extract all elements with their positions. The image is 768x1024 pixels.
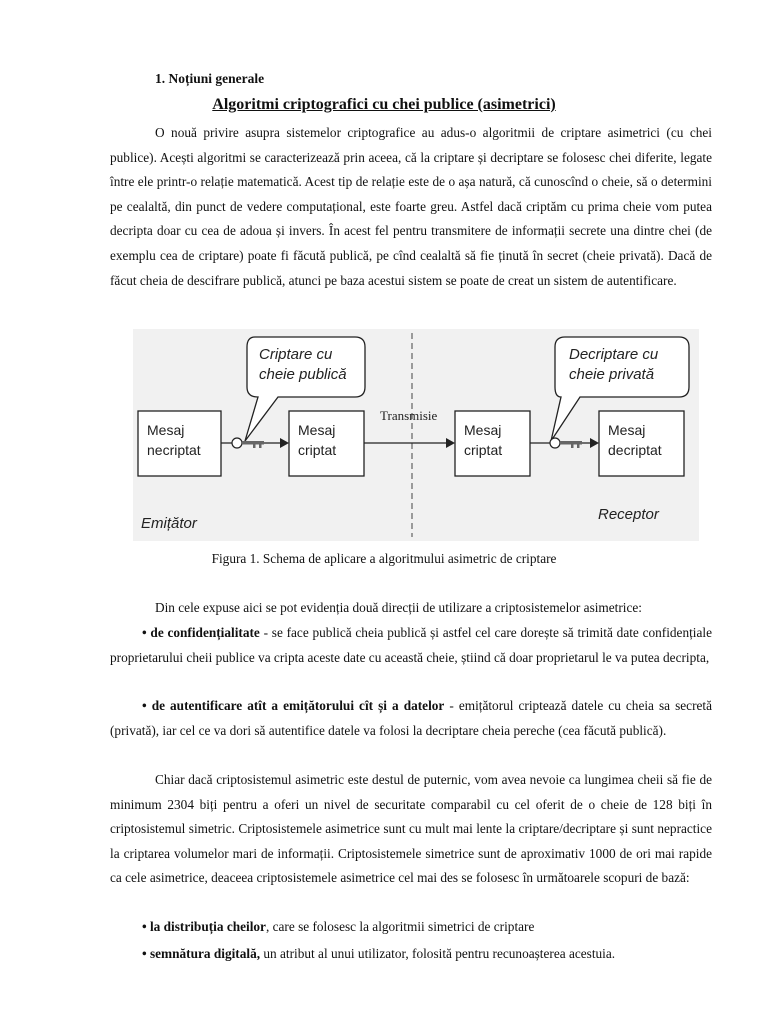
use2-text: un atribut al unui utilizator, folosită pentru recunoașterea acestuia. <box>260 946 616 961</box>
box4-line2: decriptat <box>608 442 662 458</box>
direction1-heading: • de confidențialitate <box>142 625 260 640</box>
encryption-scheme-figure <box>133 329 699 541</box>
directions-intro: Din cele expuse aici se pot evidenția două direcții de utilizare a criptosistemelor asimetrice: <box>155 600 642 615</box>
direction-authentication <box>110 694 712 743</box>
keysize-paragraph: Chiar dacă criptosistemul asimetric este destul de puternic, vom avea nevoie ca lungimea cheii să fie de minimum 2304 biți pentru a oferi un nivel de securitate comparabil cu cel oferit de o cheie de 128 biți în criptosistemul simetric. Criptosistemele asimetrice sunt cu mult mai lente la criptare/decriptare și sunt nepractice la criptarea volumelor mari de informații. Criptosistemele simetrice sunt de aproximativ 1000 de ori mai rapide ca cele asimetrice, deaceea criptosistemele asimetrice cel mai des se folosesc în următoarele scopuri de bază: <box>110 772 712 886</box>
figure-caption: Figura 1. Schema de aplicare a algoritmului asimetric de criptare <box>211 551 557 566</box>
section-heading: 1. Noțiuni generale <box>155 71 265 86</box>
box2-line1: Mesaj <box>298 422 336 438</box>
direction2-heading: • de autentificare atît a emițătorului cît și a datelor <box>142 698 445 713</box>
transmission-label: Transmisie <box>380 408 438 423</box>
bubble-left-line2: cheie publică <box>259 366 347 383</box>
direction-confidentiality <box>110 621 712 670</box>
receiver-label: Receptor <box>598 506 659 523</box>
box1-line1: Mesaj <box>147 422 185 438</box>
bubble-left-line1: Criptare cu <box>259 346 333 363</box>
sender-label: Emițător <box>141 515 197 532</box>
box3-line2: criptat <box>464 442 503 458</box>
direction2-text: - emițătorul criptează datele cu cheia sa secretă (privată), iar cel ce va dori să autentifice datele va folosi la decriptare cheia pereche (cea făcută publică). <box>110 698 712 738</box>
use-key-distribution <box>110 915 712 940</box>
use-digital-signature <box>110 942 712 967</box>
document-title: Algoritmi criptografici cu chei publice (asimetrici) <box>212 96 556 113</box>
use1-text: , care se folosesc la algoritmii simetrici de criptare <box>265 919 535 934</box>
use2-heading: • semnătura digitală, <box>142 946 261 961</box>
use1-heading: • la distribuția cheilor <box>142 919 266 934</box>
box4-line1: Mesaj <box>608 422 646 438</box>
bubble-right-line2: cheie privată <box>569 366 655 383</box>
direction1-text: - se face publică cheia publică și astfel cel care dorește să trimită date confidențiale proprietarului cheii publice va cripta aceste date cu această cheie, știind că doar proprietarul le va putea decripta, <box>110 625 712 665</box>
intro-paragraph: O nouă privire asupra sistemelor criptografice au adus-o algoritmii de criptare asimetrici (cu chei publice). Acești algoritmi se caracterizează prin aceea, că la criptare și decriptare se folosesc chei diferite, legate între ele printr-o relație matematică. Acest tip de relație este de o așa natură, că cunoscînd o cheie, să o determini pe cealaltă, din punct de vedere computațional, este foarte greu. Astfel dacă criptăm cu prima cheie vom putea decripta doar cu cea de adoua și invers. În acest fel pentru transmitere de informații secrete una dintre chei (de exemplu cea de criptare) poate fi făcută publică, pe cînd cealaltă să fie ținută în secret (cheie privată). Dacă de făcut cheia de descifrare publică, atunci pe baza acestui sistem se poate de creat un sistem de autentificare. <box>110 125 712 288</box>
box2-line2: criptat <box>298 442 337 458</box>
box3-line1: Mesaj <box>464 422 502 438</box>
box1-line2: necriptat <box>147 442 201 458</box>
bubble-right-line1: Decriptare cu <box>569 346 659 363</box>
